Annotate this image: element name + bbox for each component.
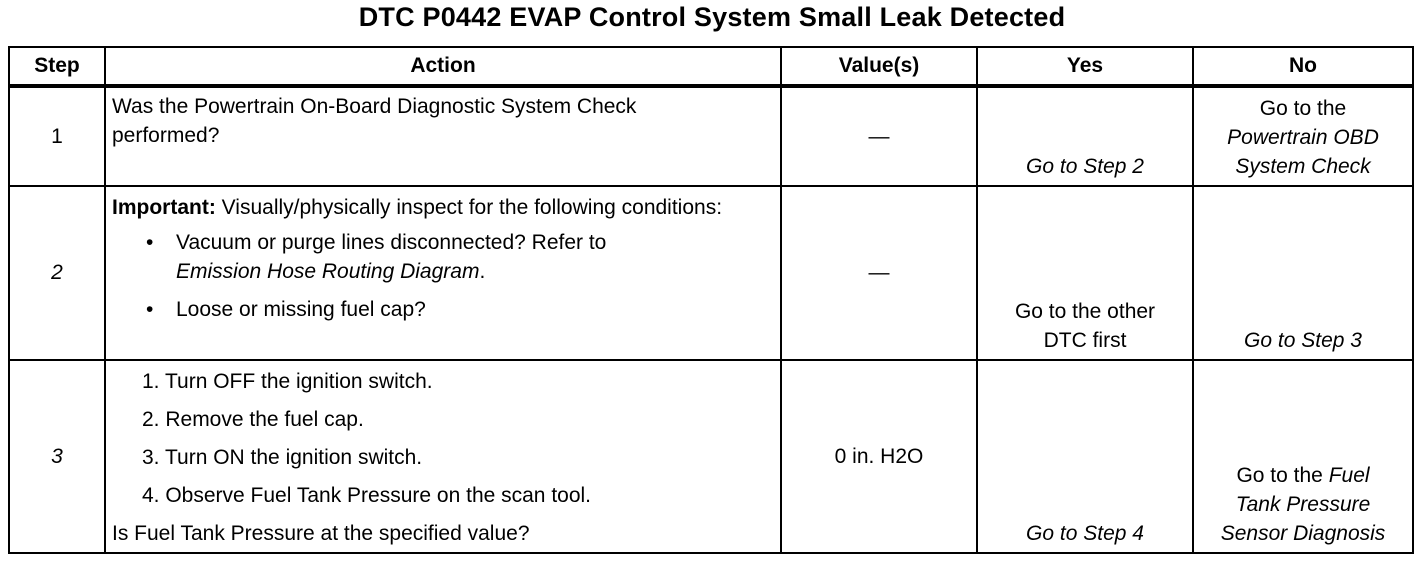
bullet-item [112,228,774,286]
yes-text: Go to Step 4 [1026,522,1144,545]
action-cell [105,186,781,360]
value-text: — [868,124,890,148]
table-row [9,186,1413,360]
no-cell [1193,186,1413,360]
important-note [112,193,774,222]
step-number: 2 [9,186,105,360]
yes-text-line1: Go to the other [1014,300,1156,323]
procedure-step: 4. Observe Fuel Tank Pressure on the scan tool. [142,484,592,507]
reference-link-text: Emission Hose Routing Diagram [176,260,480,283]
header-no: No [1193,47,1413,86]
action-text: Was the Powertrain On-Board Diagnostic System Check performed? [112,95,637,147]
bullet-text-line1: Loose or missing fuel cap? [176,298,426,321]
bullet-dot: • [146,231,154,254]
yes-cell [977,86,1193,186]
no-cell [1193,360,1413,553]
important-text: Visually/physically inspect for the following conditions: [215,196,723,219]
document-title: DTC P0442 EVAP Control System Small Leak Detected [358,2,1066,32]
value-text: 0 in. H2O [834,444,924,468]
procedure-step: 2. Remove the fuel cap. [142,408,364,431]
no-text-line3: Sensor Diagnosis [1220,522,1386,545]
header-values: Value(s) [781,47,977,86]
no-text-line1: Go to the [1259,97,1347,120]
no-text-line1 [1194,461,1412,490]
header-action: Action [105,47,781,86]
diagnostic-table [8,46,1414,554]
header-step: Step [9,47,105,86]
no-text-line2: Tank Pressure [1235,493,1371,516]
bullet-text-line1: Vacuum or purge lines disconnected? Refer to [176,231,607,254]
values-cell [781,360,977,553]
values-cell [781,86,977,186]
no-text-line3: System Check [1235,155,1371,178]
procedure-step: 3. Turn ON the ignition switch. [142,446,423,469]
table-row [9,86,1413,186]
action-cell [105,360,781,553]
yes-text-line2: DTC first [1043,329,1127,352]
no-text-plain: Go to the [1236,464,1329,487]
header-yes: Yes [977,47,1193,86]
table-header-row [9,47,1413,86]
action-cell [105,86,781,186]
reference-suffix: . [479,260,486,283]
no-text: Go to Step 3 [1244,329,1362,352]
yes-text: Go to Step 2 [1026,155,1144,178]
bullet-text-line2 [112,257,774,286]
procedure-step: 1. Turn OFF the ignition switch. [142,370,433,393]
yes-cell [977,186,1193,360]
no-text-italic: Fuel [1328,464,1370,487]
important-label: Important: [112,196,216,219]
yes-cell [977,360,1193,553]
value-text: — [868,261,890,284]
bullet-dot: • [146,298,154,321]
step-number: 1 [9,86,105,186]
no-text-line2: Powertrain OBD [1227,126,1379,149]
procedure-question: Is Fuel Tank Pressure at the specified value? [112,522,530,545]
no-cell [1193,86,1413,186]
bullet-item [112,295,774,324]
values-cell [781,186,977,360]
step-number: 3 [9,360,105,553]
table-row [9,360,1413,553]
